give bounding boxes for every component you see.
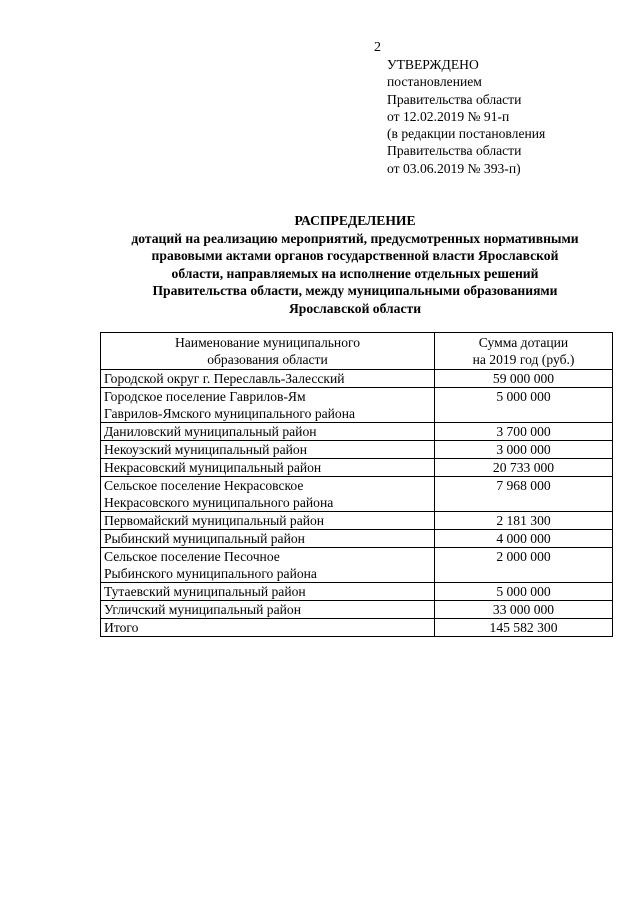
subsidy-amount: 33 000 000 <box>435 601 613 619</box>
subsidy-amount: 59 000 000 <box>435 370 613 388</box>
municipality-name-line: Рыбинский муниципальный район <box>104 531 305 546</box>
table-header-row <box>101 333 613 370</box>
municipality-name-line: Городской округ г. Переславль-Залесский <box>104 371 345 386</box>
title-line: дотаций на реализацию мероприятий, предусмотренных нормативными <box>131 230 579 246</box>
header-line: на 2019 год (руб.) <box>472 352 575 367</box>
header-line: Наименование муниципального <box>174 335 361 350</box>
table-row <box>101 459 613 477</box>
municipality-name-line: Тутаевский муниципальный район <box>104 584 306 599</box>
municipality-name <box>101 459 435 477</box>
subsidy-amount: 5 000 000 <box>435 388 613 423</box>
municipality-name <box>101 388 435 423</box>
title-line: области, направляемых на исполнение отдельных решений <box>171 265 539 281</box>
municipality-name <box>101 583 435 601</box>
table-row <box>101 370 613 388</box>
table-row <box>101 477 613 512</box>
approval-line: Правительства области <box>387 91 522 107</box>
municipality-name-line: Сельское поселение Песочное <box>104 549 280 564</box>
municipality-name <box>101 441 435 459</box>
header-line: Сумма дотации <box>478 335 569 350</box>
page-number: 2 <box>374 40 381 55</box>
table-row <box>101 548 613 583</box>
header-municipality <box>101 333 435 370</box>
approval-line: УТВЕРЖДЕНО <box>387 57 479 72</box>
municipality-name <box>101 530 435 548</box>
municipality-name-line: Сельское поселение Некрасовское <box>104 478 304 493</box>
header-amount <box>435 333 613 370</box>
title-line: Правительства области, между муниципальными образованиями <box>152 283 558 298</box>
municipality-name <box>101 512 435 530</box>
document-title <box>80 212 630 317</box>
title-line: правовыми актами органов государственной власти Ярославской <box>151 248 559 263</box>
municipality-name-line: Некрасовский муниципальный район <box>104 460 322 475</box>
approval-line: от 03.06.2019 № 393-п) <box>387 160 521 176</box>
table-row <box>101 530 613 548</box>
subsidy-amount: 3 700 000 <box>435 423 613 441</box>
subsidy-amount: 2 181 300 <box>435 512 613 530</box>
approval-line: постановлением <box>387 74 482 90</box>
approval-line: от 12.02.2019 № 91-п <box>387 108 510 124</box>
municipality-name <box>101 619 435 637</box>
subsidy-amount: 4 000 000 <box>435 530 613 548</box>
approval-line: (в редакции постановления <box>387 126 546 142</box>
municipality-name-line: Городское поселение Гаврилов-Ям <box>104 389 306 404</box>
header-line: образования области <box>207 352 328 367</box>
municipality-name-line: Итого <box>104 620 139 635</box>
municipality-name <box>101 423 435 441</box>
approval-stamp <box>387 56 627 177</box>
table-row <box>101 583 613 601</box>
approval-line: Правительства области <box>387 143 522 159</box>
table-total-row <box>101 619 613 637</box>
title-heading: РАСПРЕДЕЛЕНИЕ <box>294 213 416 228</box>
municipality-name-line: Гаврилов-Ямского муниципального района <box>104 406 356 421</box>
municipality-name-line: Некрасовского муниципального района <box>104 495 334 510</box>
municipality-name <box>101 548 435 583</box>
table-row <box>101 512 613 530</box>
table-row <box>101 388 613 423</box>
subsidy-amount: 2 000 000 <box>435 548 613 583</box>
municipality-name-line: Угличский муниципальный район <box>104 602 301 617</box>
municipality-name <box>101 370 435 388</box>
municipality-name-line: Первомайский муниципальный район <box>104 513 325 528</box>
municipality-name-line: Рыбинского муниципального района <box>104 566 317 581</box>
table-row <box>101 601 613 619</box>
municipality-name-line: Даниловский муниципальный район <box>104 424 317 439</box>
municipality-name-line: Некоузский муниципальный район <box>104 442 307 457</box>
distribution-table <box>100 332 613 637</box>
table-row <box>101 441 613 459</box>
table-body <box>101 370 613 637</box>
subsidy-amount: 3 000 000 <box>435 441 613 459</box>
municipality-name <box>101 477 435 512</box>
subsidy-amount: 5 000 000 <box>435 583 613 601</box>
table-row <box>101 423 613 441</box>
subsidy-amount: 7 968 000 <box>435 477 613 512</box>
subsidy-amount: 145 582 300 <box>435 619 613 637</box>
title-line: Ярославской области <box>288 300 422 316</box>
municipality-name <box>101 601 435 619</box>
subsidy-amount: 20 733 000 <box>435 459 613 477</box>
